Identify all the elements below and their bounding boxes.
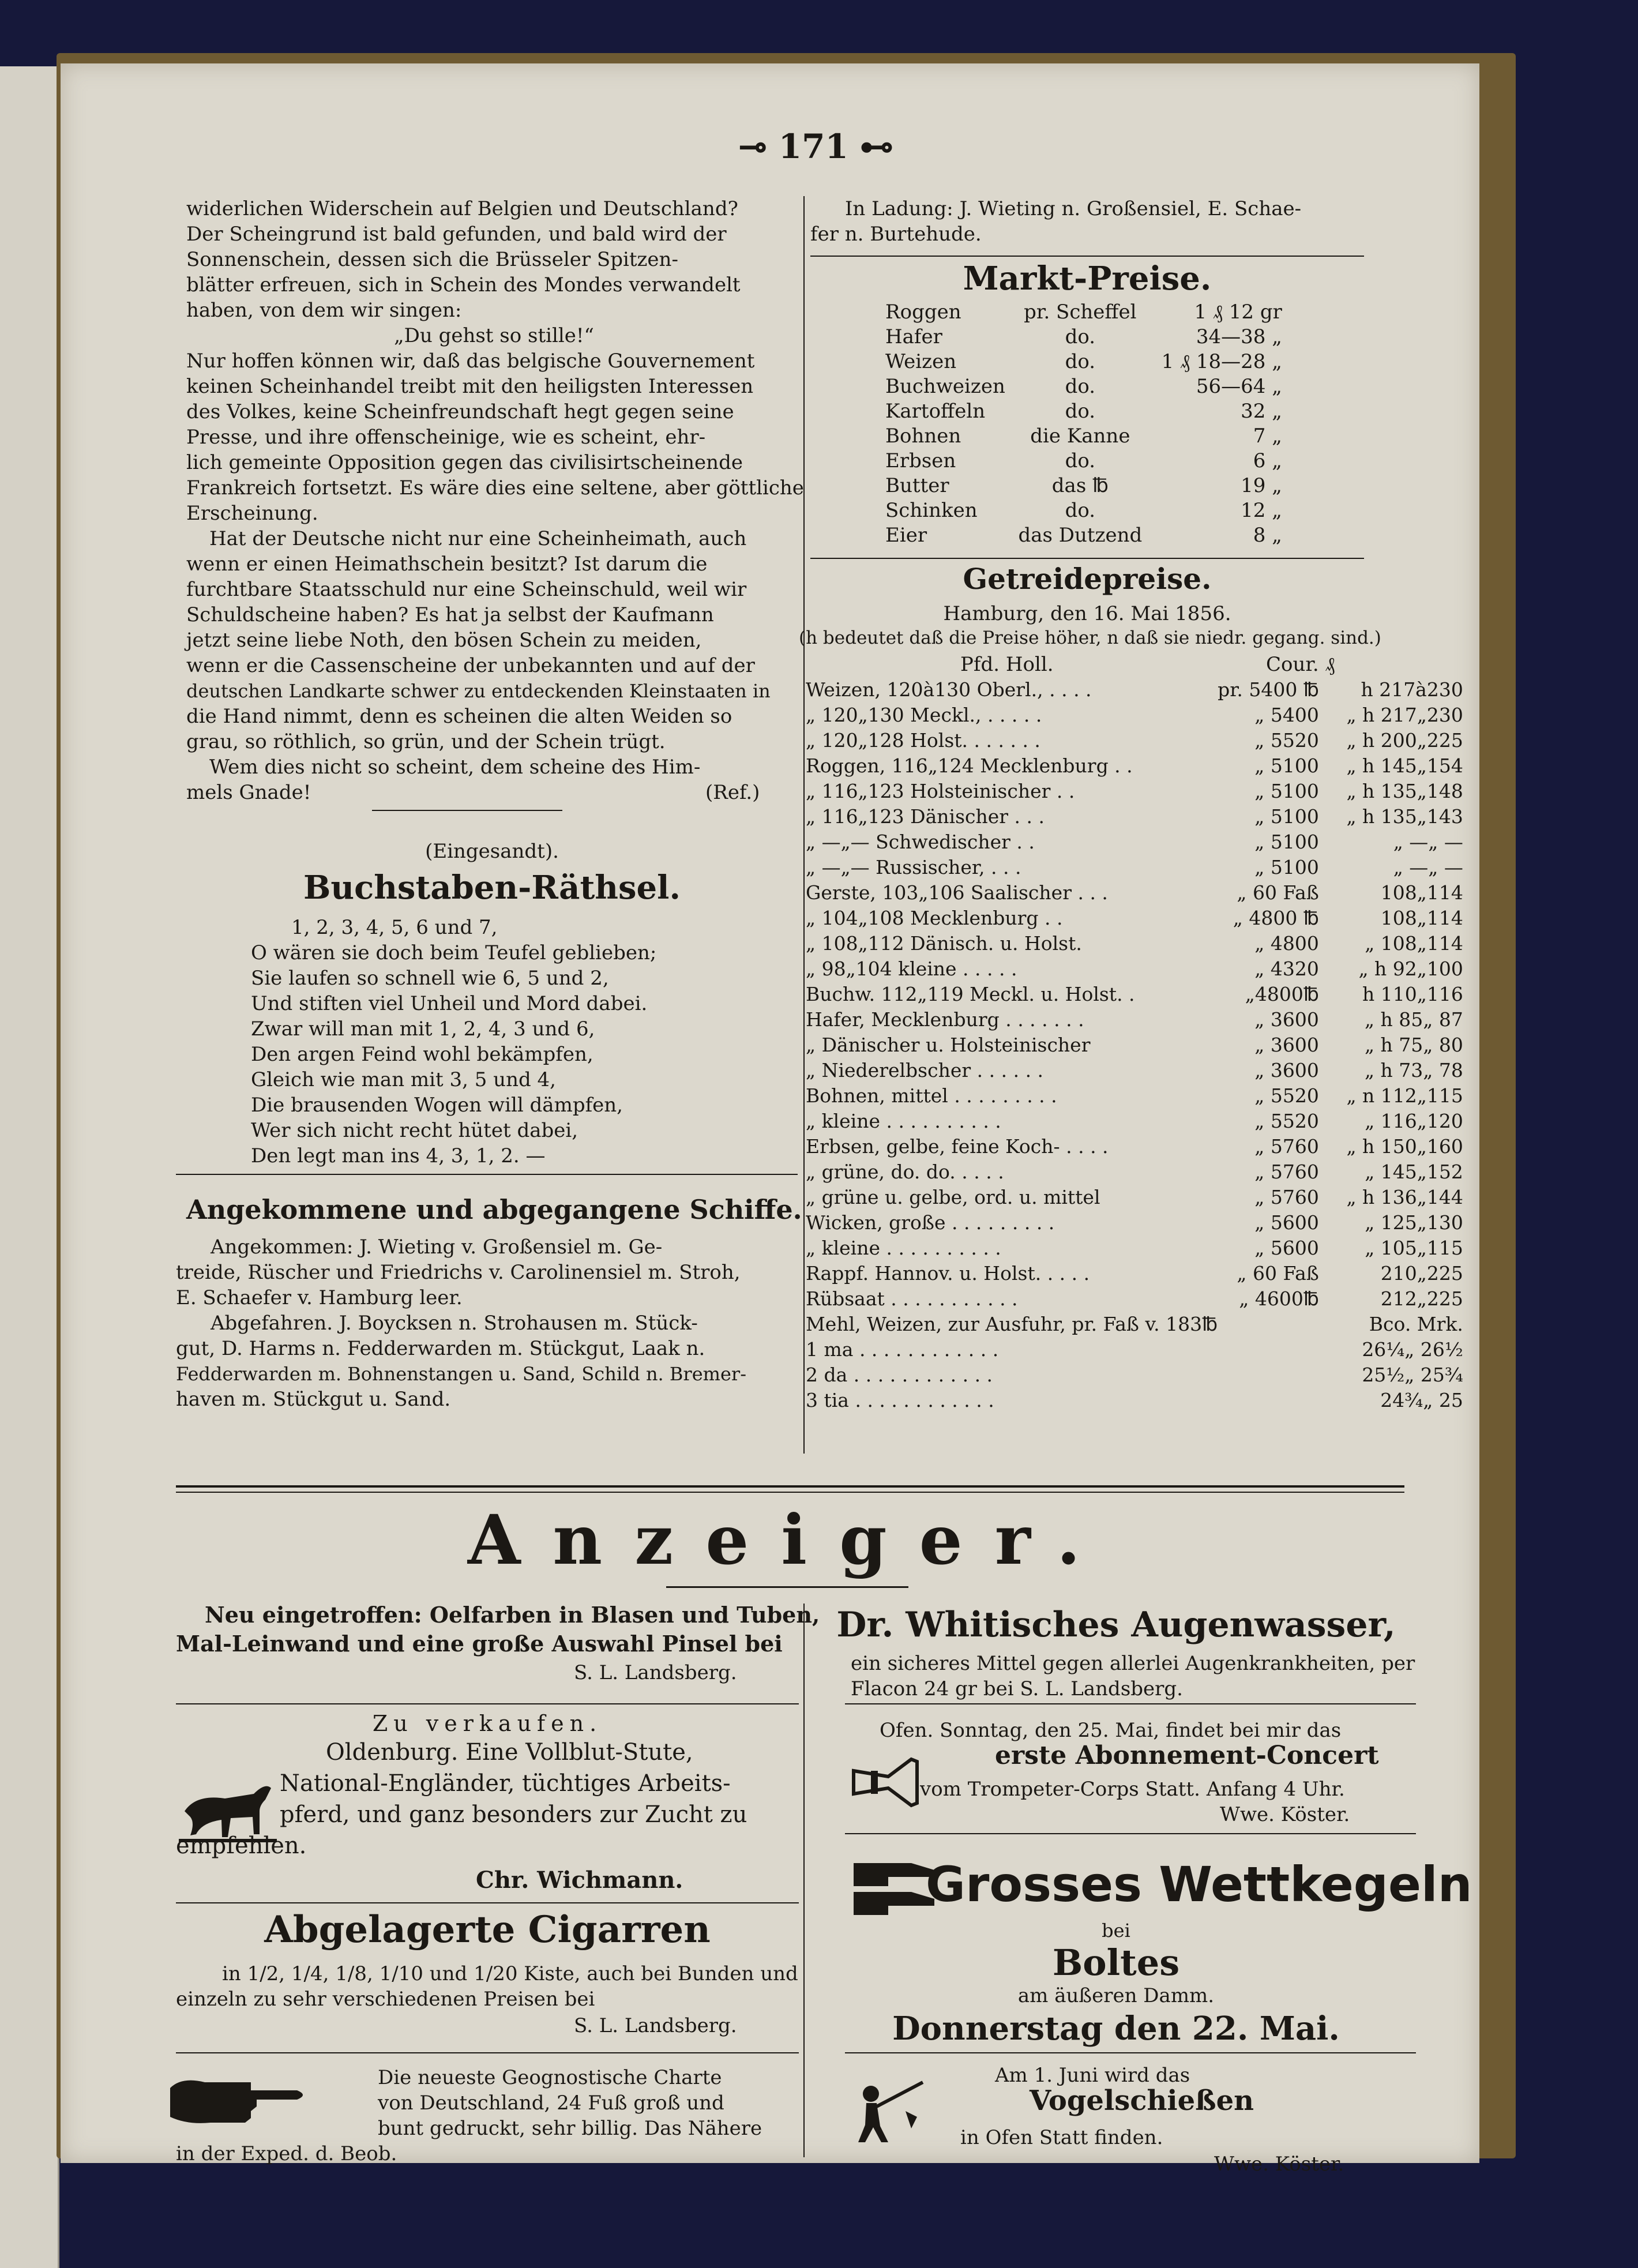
grain-price: „ 105„115	[1365, 1237, 1463, 1259]
grain-price: h 217à230	[1361, 678, 1463, 701]
market-unit: do.	[1065, 400, 1096, 423]
grain-row	[806, 1058, 1463, 1083]
anzeiger-rule	[176, 1492, 1404, 1493]
ad-line: S. L. Landsberg.	[574, 2014, 737, 2037]
ad-divider	[845, 1833, 1416, 1834]
grain-label: Erbsen, gelbe, feine Koch- . . . .	[806, 1135, 1109, 1158]
grain-price: „ h 136„144	[1346, 1186, 1463, 1208]
market-unit: die Kanne	[1030, 425, 1130, 448]
grain-label: „ —„— Schwedischer . .	[806, 831, 1035, 853]
ad-line: bunt gedruckt, sehr billig. Das Nähere	[378, 2117, 762, 2140]
market-item: Kartoffeln	[885, 400, 986, 423]
section-divider	[176, 1174, 798, 1175]
grain-qty: „ 60 Faß	[1237, 881, 1319, 904]
grain-label: Bohnen, mittel . . . . . . . . .	[806, 1084, 1057, 1107]
market-row	[885, 474, 1282, 498]
short-divider	[372, 810, 562, 811]
anzeiger-heading: Anzeiger.	[467, 1500, 1113, 1580]
grain-price: „ —„ —	[1393, 856, 1463, 878]
grain-row	[806, 1236, 1463, 1261]
market-item: Roggen	[885, 301, 961, 324]
grain-qty: „ 5760	[1254, 1135, 1319, 1158]
grain-row	[806, 1261, 1463, 1286]
page-ornament-left: ⊸	[738, 127, 767, 166]
grain-qty: „ 5760	[1254, 1186, 1319, 1208]
right-divider	[810, 558, 1364, 559]
loading-line: In Ladung: J. Wieting n. Großensiel, E. Schae-	[845, 197, 1302, 220]
marksman-icon	[848, 2071, 929, 2146]
riddle-line: Sie laufen so schnell wie 6, 5 und 2,	[251, 967, 609, 990]
article-line: die Hand nimmt, denn es scheinen die alten Weiden so	[186, 705, 732, 728]
riddle-line: Den legt man ins 4, 3, 1, 2. —	[251, 1144, 546, 1167]
article-line: Erscheinung.	[186, 502, 318, 525]
market-price: 1 ₰ 18—28 „	[1161, 350, 1282, 373]
article-line: wenn er die Cassenscheine der unbekannten und auf der	[186, 654, 755, 677]
grain-date: Hamburg, den 16. Mai 1856.	[943, 602, 1231, 625]
market-price: 6 „	[1253, 449, 1282, 472]
grain-row	[806, 982, 1463, 1007]
grain-qty: „ 5100	[1254, 780, 1319, 802]
market-row	[885, 325, 1282, 350]
ad-line: pferd, und ganz besonders zur Zucht zu	[280, 1801, 747, 1828]
grain-row	[806, 1388, 1463, 1413]
ad-line: Mal-Leinwand und eine große Auswahl Pinsel bei	[176, 1631, 783, 1657]
grain-qty: „ 3600	[1254, 1034, 1319, 1056]
grain-row	[806, 1032, 1463, 1058]
article-line: deutschen Landkarte schwer zu entdeckenden Kleinstaaten in	[186, 680, 771, 702]
grain-row	[806, 1159, 1463, 1185]
article-line: jetzt seine liebe Noth, den bösen Schein zu meiden,	[186, 629, 702, 652]
right-divider	[810, 256, 1364, 257]
grain-qty	[1218, 1312, 1319, 1337]
grain-label: 2 da . . . . . . . . . . . .	[806, 1364, 993, 1386]
article-line: wenn er einen Heimathschein besitzt? Ist darum die	[186, 553, 708, 576]
grain-price: „ 108„114	[1365, 932, 1463, 955]
riddle-line: 1, 2, 3, 4, 5, 6 und 7,	[291, 916, 498, 939]
grain-qty: „ 4320	[1254, 957, 1319, 980]
market-row	[885, 424, 1282, 449]
ad-line: in Ofen Statt finden.	[960, 2126, 1163, 2149]
article-line: Hat der Deutsche nicht nur eine Scheinheimath, auch	[209, 527, 747, 550]
grain-label: Roggen, 116„124 Mecklenburg . .	[806, 754, 1133, 777]
article-line: Sonnenschein, dessen sich die Brüsseler Spitzen-	[186, 248, 678, 271]
grain-qty: „ 5600	[1254, 1211, 1319, 1234]
market-row	[885, 350, 1282, 374]
market-unit: pr. Scheffel	[1024, 301, 1137, 324]
grain-price: „ h 150„160	[1346, 1135, 1463, 1158]
ad-line: empfehlen.	[176, 1833, 307, 1859]
market-row	[885, 498, 1282, 523]
anzeiger-rule	[176, 1485, 1404, 1488]
grain-table	[806, 677, 1463, 1413]
grain-label: „ kleine . . . . . . . . . .	[806, 1237, 1001, 1259]
grain-qty: „ 5100	[1254, 754, 1319, 777]
grain-price: 212„225	[1380, 1287, 1463, 1310]
article-line: Schuldscheine haben? Es hat ja selbst der Kaufmann	[186, 603, 714, 626]
grain-label: „ 116„123 Holsteinischer . .	[806, 780, 1075, 802]
ad-line: ein sicheres Mittel gegen allerlei Augenkrankheiten, per	[851, 1652, 1415, 1675]
grain-label: Gerste, 103„106 Saalischer . . .	[806, 881, 1108, 904]
market-row	[885, 399, 1282, 424]
market-item: Weizen	[885, 350, 957, 373]
grain-qty: „ 5520	[1254, 1084, 1319, 1107]
riddle-title: Buchstaben-Räthsel.	[303, 869, 681, 907]
grain-label: 3 tia . . . . . . . . . . . .	[806, 1389, 994, 1411]
article-line: Wem dies nicht so scheint, dem scheine des Him-	[209, 756, 701, 779]
market-price: 8 „	[1253, 524, 1282, 547]
ad-line: Ofen. Sonntag, den 25. Mai, findet bei mir das	[880, 1719, 1342, 1742]
article-line: Frankreich fortsetzt. Es wäre dies eine seltene, aber göttliche	[186, 476, 804, 500]
grain-label: Rappf. Hannov. u. Holst. . . . .	[806, 1262, 1090, 1285]
ad-divider	[845, 1703, 1416, 1704]
verkaufen-title: Zu verkaufen.	[372, 1711, 603, 1736]
trumpet-icon	[848, 1753, 923, 1811]
grain-qty: „ 5520	[1254, 1110, 1319, 1132]
grain-label: Buchw. 112„119 Meckl. u. Holst. .	[806, 983, 1135, 1005]
grain-label: „ 116„123 Dänischer . . .	[806, 805, 1045, 828]
grain-price: „ h 200„225	[1346, 729, 1463, 752]
grain-row	[806, 1134, 1463, 1159]
market-row	[885, 374, 1282, 399]
ad-line: in der Exped. d. Beob.	[176, 2142, 397, 2165]
grain-price: 26¼„ 26½	[1362, 1338, 1463, 1361]
market-unit: das ℔	[1051, 474, 1109, 497]
riddle-source: (Eingesandt).	[425, 840, 559, 863]
ad-divider	[176, 1703, 799, 1704]
riddle-line: Die brausenden Wogen will dämpfen,	[251, 1094, 623, 1117]
grain-qty: „ 5520	[1254, 729, 1319, 752]
grain-row	[806, 677, 1463, 703]
grain-price: „ h 75„ 80	[1364, 1034, 1463, 1056]
market-item: Schinken	[885, 499, 978, 522]
grain-label: Mehl, Weizen, zur Ausfuhr, pr. Faß v. 183℔	[806, 1313, 1218, 1335]
market-price: 32 „	[1241, 400, 1282, 423]
grain-row	[806, 956, 1463, 982]
grain-row	[806, 1007, 1463, 1032]
grain-price: „ n 112„115	[1346, 1084, 1463, 1107]
page-number	[695, 127, 937, 166]
grain-row	[806, 1185, 1463, 1210]
grain-label: „ Dänischer u. Holsteinischer	[806, 1034, 1091, 1056]
grain-price: „ h 217„230	[1346, 704, 1463, 726]
grain-label: 1 ma . . . . . . . . . . . .	[806, 1338, 999, 1361]
grain-price: „ h 145„154	[1346, 754, 1463, 777]
ad-line: Neu eingetroffen: Oelfarben in Blasen und Tuben,	[205, 1602, 820, 1628]
riddle-line: Den argen Feind wohl bekämpfen,	[251, 1043, 593, 1066]
ad-divider	[176, 1902, 799, 1903]
grain-label: „ 108„112 Dänisch. u. Holst.	[806, 932, 1082, 955]
ad-divider	[176, 2052, 799, 2053]
article-line: haben, von dem wir singen:	[186, 299, 462, 322]
grain-row	[806, 1337, 1463, 1362]
ships-title: Angekommene und abgegangene Schiffe.	[186, 1194, 802, 1225]
grain-qty: „ 5600	[1254, 1237, 1319, 1259]
grain-price: 108„114	[1380, 881, 1463, 904]
grain-header-right: Cour. ₰	[1266, 653, 1335, 676]
grain-qty: „ 4800 ℔	[1233, 907, 1319, 929]
market-unit: do.	[1065, 499, 1096, 522]
grain-price: h 110„116	[1362, 983, 1463, 1005]
grain-row	[806, 728, 1463, 753]
riddle-line: Zwar will man mit 1, 2, 4, 3 und 6,	[251, 1017, 595, 1041]
market-price: 7 „	[1253, 425, 1282, 448]
ad-line: Flacon 24 gr bei S. L. Landsberg.	[851, 1677, 1183, 1700]
ad-column-divider	[803, 1604, 805, 2157]
previous-page-edge	[0, 66, 59, 2268]
ad-signature: Chr. Wichmann.	[476, 1867, 683, 1894]
kegeln-place: am äußeren Damm.	[1017, 1984, 1215, 2007]
grain-price: „ h 85„ 87	[1364, 1008, 1463, 1031]
market-item: Bohnen	[885, 425, 961, 448]
kegeln-date: Donnerstag den 22. Mai.	[892, 2010, 1340, 2048]
market-row	[885, 523, 1282, 548]
article-line: furchtbare Staatsschuld nur eine Scheinschuld, weil wir	[186, 578, 747, 601]
market-item: Butter	[885, 474, 949, 497]
grain-qty	[1218, 1388, 1319, 1413]
grain-label: „ kleine . . . . . . . . . .	[806, 1110, 1001, 1132]
ad-line: Wwe. Köster.	[1214, 2153, 1344, 2176]
ships-line: E. Schaefer v. Hamburg leer.	[176, 1286, 463, 1309]
page-number-text: 171	[778, 127, 848, 166]
grain-label: „ —„— Russischer, . . .	[806, 856, 1021, 878]
ad-line: S. L. Landsberg.	[574, 1661, 737, 1684]
riddle-line: Wer sich nicht recht hütet dabei,	[251, 1119, 578, 1142]
grain-qty: „ 3600	[1254, 1008, 1319, 1031]
grain-qty: „ 5100	[1254, 856, 1319, 878]
grain-row	[806, 779, 1463, 804]
cigarren-title: Abgelagerte Cigarren	[264, 1908, 711, 1951]
ships-line: treide, Rüscher und Friedrichs v. Carolinensiel m. Stroh,	[176, 1261, 741, 1284]
newspaper-page	[61, 63, 1479, 2176]
grain-row	[806, 1286, 1463, 1312]
market-table	[885, 300, 1282, 548]
grain-label: „ 120„128 Holst. . . . . . .	[806, 729, 1040, 752]
grain-qty	[1218, 1337, 1319, 1362]
ad-line: Oldenburg. Eine Vollblut-Stute,	[326, 1739, 693, 1766]
grain-row	[806, 829, 1463, 855]
grain-price: „ h 135„143	[1346, 805, 1463, 828]
kegeln-title: Grosses Wettkegeln	[926, 1856, 1472, 1913]
ad-divider	[845, 2052, 1416, 2053]
grain-price: „ —„ —	[1393, 831, 1463, 853]
grain-price: 210„225	[1380, 1262, 1463, 1285]
grain-qty: pr. 5400 ℔	[1218, 678, 1319, 701]
grain-price: „ 125„130	[1365, 1211, 1463, 1234]
ad-line: Am 1. Juni wird das	[995, 2064, 1190, 2087]
grain-price: 25½„ 25¾	[1362, 1364, 1463, 1386]
grain-price: „ h 135„148	[1346, 780, 1463, 802]
grain-row	[806, 1210, 1463, 1236]
grain-qty: „ 60 Faß	[1237, 1262, 1319, 1285]
grain-label: Weizen, 120à130 Oberl., . . . .	[806, 678, 1092, 701]
ad-line: in 1/2, 1/4, 1/8, 1/10 und 1/20 Kiste, auch bei Bunden und	[222, 1962, 798, 1985]
article-line: Presse, und ihre offenscheinige, wie es scheint, ehr-	[186, 426, 706, 449]
grain-label: „ grüne, do. do. . . . .	[806, 1161, 1004, 1183]
grain-price: „ 145„152	[1365, 1161, 1463, 1183]
grain-price: „ 116„120	[1365, 1110, 1463, 1132]
grain-label: „ 104„108 Mecklenburg . .	[806, 907, 1063, 929]
grain-header-left: Pfd. Holl.	[960, 653, 1054, 676]
ad-line: vom Trompeter-Corps Statt. Anfang 4 Uhr.	[920, 1778, 1345, 1801]
page-ornament-right: ⊷	[860, 127, 894, 166]
grain-qty: „ 4600℔	[1239, 1287, 1319, 1310]
grain-note: (h bedeutet daß die Preise höher, n daß sie niedr. gegang. sind.)	[799, 628, 1381, 648]
market-price: 19 „	[1241, 474, 1282, 497]
grain-price: Bco. Mrk.	[1369, 1313, 1463, 1335]
grain-qty: „ 3600	[1254, 1059, 1319, 1082]
market-unit: do.	[1065, 325, 1096, 348]
grain-title: Getreidepreise.	[963, 562, 1212, 596]
grain-qty: „ 5760	[1254, 1161, 1319, 1183]
pointing-hand-icon	[164, 2065, 320, 2134]
grain-label: „ 98„104 kleine . . . . .	[806, 957, 1017, 980]
article-line: mels Gnade!	[186, 781, 311, 804]
article-quote: „Du gehst so stille!“	[394, 324, 594, 347]
kegeln-name: Boltes	[1052, 1942, 1180, 1984]
grain-label: Hafer, Mecklenburg . . . . . . .	[806, 1008, 1084, 1031]
market-price: 12 „	[1241, 499, 1282, 522]
riddle-line: O wären sie doch beim Teufel geblieben;	[251, 941, 657, 964]
grain-qty: „ 4800	[1254, 932, 1319, 955]
ships-line: haven m. Stückgut u. Sand.	[176, 1388, 451, 1411]
article-ref: (Ref.)	[705, 781, 760, 804]
grain-row	[806, 804, 1463, 829]
article-line: Der Scheingrund ist bald gefunden, und bald wird der	[186, 223, 727, 246]
ships-line: Abgefahren. J. Boycksen n. Strohausen m. Stück-	[211, 1312, 698, 1335]
grain-price: „ h 73„ 78	[1364, 1059, 1463, 1082]
article-line: Nur hoffen können wir, daß das belgische Gouvernement	[186, 350, 755, 373]
grain-qty	[1218, 1362, 1319, 1388]
loading-line: fer n. Burtehude.	[810, 223, 982, 246]
article-line: widerlichen Widerschein auf Belgien und Deutschland?	[186, 197, 738, 220]
grain-row	[806, 1362, 1463, 1388]
grain-price: 24¾„ 25	[1380, 1389, 1463, 1411]
ad-line: Die neueste Geognostische Charte	[378, 2066, 722, 2089]
article-line: lich gemeinte Opposition gegen das civilisirtscheinende	[186, 451, 743, 474]
grain-label: „ Niederelbscher . . . . . .	[806, 1059, 1044, 1082]
grain-qty: „4800℔	[1245, 983, 1319, 1005]
ad-line: National-Engländer, tüchtiges Arbeits-	[280, 1770, 731, 1797]
market-unit: do.	[1065, 449, 1096, 472]
market-row	[885, 449, 1282, 474]
grain-row	[806, 703, 1463, 728]
market-price: 34—38 „	[1196, 325, 1282, 348]
market-item: Buchweizen	[885, 375, 1005, 398]
market-price: 56—64 „	[1196, 375, 1282, 398]
grain-label: „ 120„130 Meckl., . . . . .	[806, 704, 1042, 726]
whitt-title: Dr. Whitisches Augenwasser,	[836, 1605, 1396, 1645]
ships-line: gut, D. Harms n. Fedderwarden m. Stückgut, Laak n.	[176, 1337, 705, 1360]
grain-row	[806, 1312, 1463, 1337]
grain-label: „ grüne u. gelbe, ord. u. mittel	[806, 1186, 1100, 1208]
market-title: Markt-Preise.	[963, 260, 1212, 298]
article-line: keinen Scheinhandel treibt mit den heiligsten Interessen	[186, 375, 754, 398]
grain-price: 108„114	[1380, 907, 1463, 929]
grain-row	[806, 906, 1463, 931]
heading-underline	[666, 1586, 908, 1588]
article-line: des Volkes, keine Scheinfreundschaft hegt gegen seine	[186, 400, 734, 423]
market-item: Erbsen	[885, 449, 956, 472]
market-item: Eier	[885, 524, 927, 547]
ad-line: einzeln zu sehr verschiedenen Preisen bei	[176, 1988, 595, 2011]
grain-row	[806, 753, 1463, 779]
ad-line: Wwe. Köster.	[1220, 1803, 1350, 1826]
market-unit: do.	[1065, 375, 1096, 398]
grain-qty: „ 5400	[1254, 704, 1319, 726]
grain-row	[806, 931, 1463, 956]
market-price: 1 ₰ 12 gr	[1194, 301, 1282, 324]
market-item: Hafer	[885, 325, 942, 348]
article-line: blätter erfreuen, sich in Schein des Mondes verwandelt	[186, 273, 741, 296]
grain-qty: „ 5100	[1254, 805, 1319, 828]
ad-line: Vogelschießen	[1030, 2085, 1254, 2117]
grain-row	[806, 855, 1463, 880]
grain-qty: „ 5100	[1254, 831, 1319, 853]
grain-price: „ h 92„100	[1358, 957, 1463, 980]
article-line: grau, so röthlich, so grün, und der Schein trügt.	[186, 730, 666, 753]
ships-line: Fedderwarden m. Bohnenstangen u. Sand, Schild n. Bremer-	[176, 1363, 747, 1385]
riddle-line: Und stiften viel Unheil und Mord dabei.	[251, 992, 648, 1015]
grain-row	[806, 1083, 1463, 1109]
kegeln-bei: bei	[1102, 1920, 1130, 1942]
grain-label: Wicken, große . . . . . . . . .	[806, 1211, 1055, 1234]
column-divider	[803, 196, 805, 1454]
market-row	[885, 300, 1282, 325]
grain-row	[806, 880, 1463, 906]
ships-line: Angekommen: J. Wieting v. Großensiel m. Ge-	[211, 1236, 663, 1259]
riddle-line: Gleich wie man mit 3, 5 und 4,	[251, 1068, 556, 1091]
ad-line: erste Abonnement-Concert	[995, 1741, 1379, 1770]
grain-row	[806, 1109, 1463, 1134]
market-unit: do.	[1065, 350, 1096, 373]
ad-line: von Deutschland, 24 Fuß groß und	[378, 2091, 724, 2115]
grain-label: Rübsaat . . . . . . . . . . .	[806, 1287, 1018, 1310]
market-unit: das Dutzend	[1018, 524, 1143, 547]
